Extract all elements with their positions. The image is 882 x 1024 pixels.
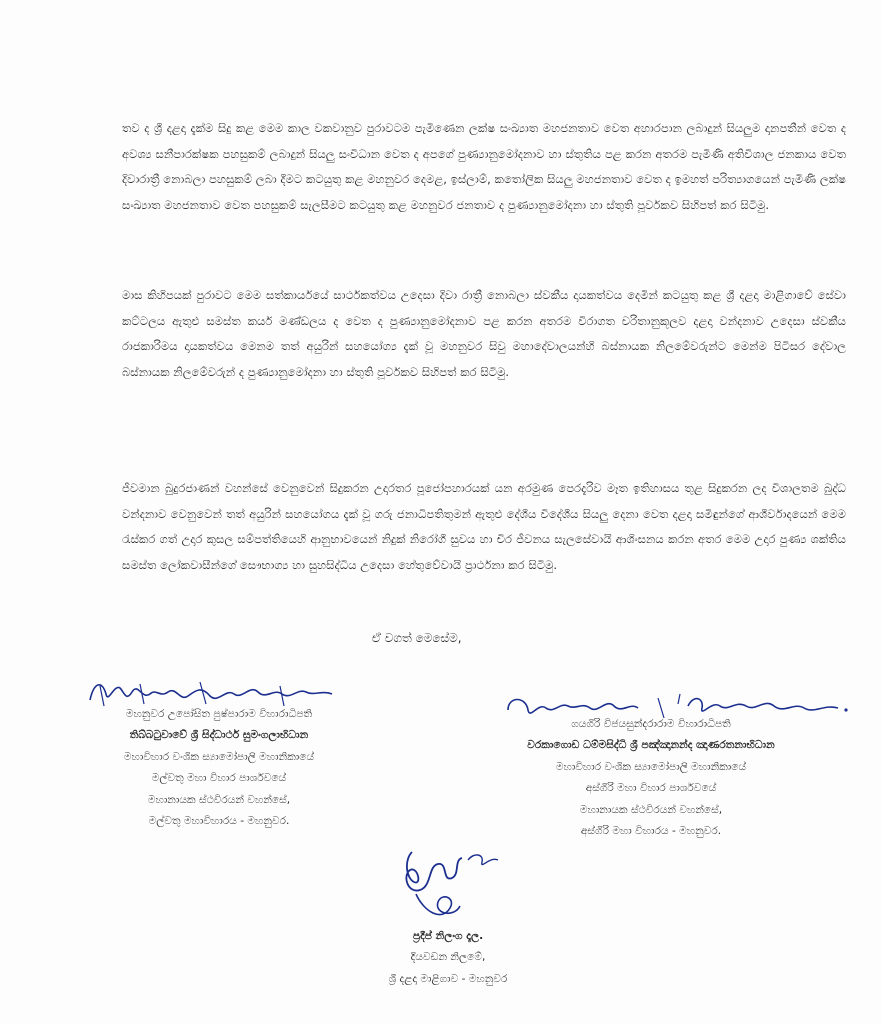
signatory-left-line4: මල්වතු මහා විහාර පාර්ශවයේ	[151, 772, 287, 785]
signatory-left-line3: මහාවිහාර වංශික ස්‍යාමෝපාලි මහානිකායේ	[123, 750, 315, 763]
closing-line: ඒ වගත් මෙසේම,	[372, 631, 462, 645]
signatory-right-line3: මහාවිහාර වංශික ස්‍යාමෝපාලි මහානිකායේ	[555, 760, 747, 773]
signatory-right-line4: අස්ගිරි මහා විහාර පාර්ශවයේ	[585, 782, 717, 795]
signatory-center-name: ප්‍රදීප් නිලංග දෑල.	[412, 930, 484, 942]
signatory-left-line6: මල්වතු මහාවිහාරය - මහනුවර.	[148, 815, 290, 828]
signature-center-handwritten	[398, 842, 508, 926]
signatory-right-line5: මහානායක ස්ථවිරයන් වහන්සේ,	[579, 803, 723, 816]
signatory-right-title: ගයගිරි විජයසුන්දරාරාම විහාරාධිපති	[571, 718, 731, 730]
signatory-left	[54, 704, 384, 832]
signatory-left-line5: මහානායක ස්ථවිරයන් වහන්සේ,	[147, 793, 291, 806]
signatory-right-name: වරකාගොඩ ධම්මසිද්ධි ශ්‍රී පඤ්ඤානන්ද ඤාණරතනාභිධාන	[527, 739, 775, 752]
paragraph-3: ජීවමාන බුදුරජාණන් වහන්සේ වෙනුවෙන් සිදුකරන උදාරතර පූජෝපහාරයක් යන අරමුණ පෙරදැරිව මෑත ඉතිහාසය තුළ සිදුකරන ලද විශාලතම බුද්ධ වන්දනාව වෙනුවෙන් තත් අයුරින් සහයෝගය දැක් වූ ගරු ජනාධිපතිතුමන් ඇතුළු දේශීය විදේශීය සියලු දෙනා වෙත දළදා සමිඳුන්ගේ ආශීර්වාදයෙන් මෙම රැස්කර ගත් උදාර කුසල සම්පත්තියෙහි ආනුභාවයෙන් නිදුක් නිරෝගී සුවය හා චිර ජීවනය සැලසේවායි ආශිංසනය කරන අතර මෙම උදාර පුණ්‍ය ශක්තිය සමස්ත ලෝකවාසීන්ගේ සෞභාග්‍ය හා සුහසිද්ධිය උදෙසා හේතුවේවායි ප්‍රාර්ථනා කර සිටිමු.	[122, 481, 846, 572]
signatory-left-title: මහනුවර උපෝසිත පුෂ්පාරාම විහාරාධිපති	[125, 708, 313, 720]
paragraph-1: තව ද ශ්‍රී දළදා දැක්ම සිදු කළ මෙම කාල වකවානුව පුරාවටම පැමිණෙන ලක්ෂ සංඛ්‍යාත මහජනතාව වෙත අහාරපාන ලබාදුන් සියලුම දානපතීන් වෙත ද අවශ්‍ය සනීපාරක්ෂක පහසුකම් ලබාදුන් සියලු සංවිධාන වෙත ද අපගේ පුණ්‍යානුමෝදනාව හා ස්තුතිය පළ කරන අතරම පැමිණි අතිවිශාල ජනකාය වෙත දිවාරාත්‍රී නොබලා පහසුකම් ලබා දීමට කටයුතු කළ මහනුවර දෙමළ, ඉස්ලාම්, කතෝලික සියලු මහජනතාව වෙත ද ඉමහත් පරිත්‍යාගයෙන් පැමිණි ලක්ෂ සංඛ්‍යාත මහජනතාව වෙත පහසුකම් සැලසීමට කටයුතු කළ මහනුවර ජනතාව ද පුණ්‍යානුමෝදනා හා ස්තුති පූර්වකව සිහිපත් කර සිටිමු.	[122, 121, 846, 212]
signatory-left-name: තිබ්බටුවාවේ ශ්‍රී සිද්ධාර්ථ සුමංගලාභිධාන	[129, 729, 309, 742]
signatory-center-place: ශ්‍රී දළදා මාළිගාව - මහනුවර	[388, 972, 508, 985]
paragraph-2: මාස කිහිපයක් පුරාවට මෙම සත්කාර්යයේ සාර්ථකත්වය උදෙසා දිවා රාත්‍රී නොබලා ස්වකීය දායකත්වය දෙමින් කටයුතු කළ ශ්‍රී දළදා මාළිගාවේ සේවා කට්ටලය ඇතුළු සමස්ත කර්ය මණ්ඩලය ද වෙත ද පුණ්‍යානුමෝදනාව පළ කරන අතරම විරාගත චරිතානුකූලව දළදා වන්දනාව උදෙසා ස්වකීය රාජකාරිමය දායකත්වය මෙනම තත් අයුරින් සහයෝග්‍ය දැක් වූ මහනුවර සිවු මහාදේවාලයන්හි බස්නායක නිලමේවරුන්ට මෙන්ම පිටිසර දේවාල බස්නායක නිලමේවරුන් ද පුණ්‍යානුමෝදනා හා ස්තුති පූර්වකව සිහිපත් කර සිටිමු.	[122, 288, 846, 379]
signatory-center-title: දියවඩන නිලමේ,	[410, 951, 486, 964]
signatory-center	[318, 926, 578, 990]
signatory-right-line6: අස්ගිරි මහා විහාරය - මහනුවර.	[580, 825, 722, 838]
signatory-right	[486, 714, 816, 842]
